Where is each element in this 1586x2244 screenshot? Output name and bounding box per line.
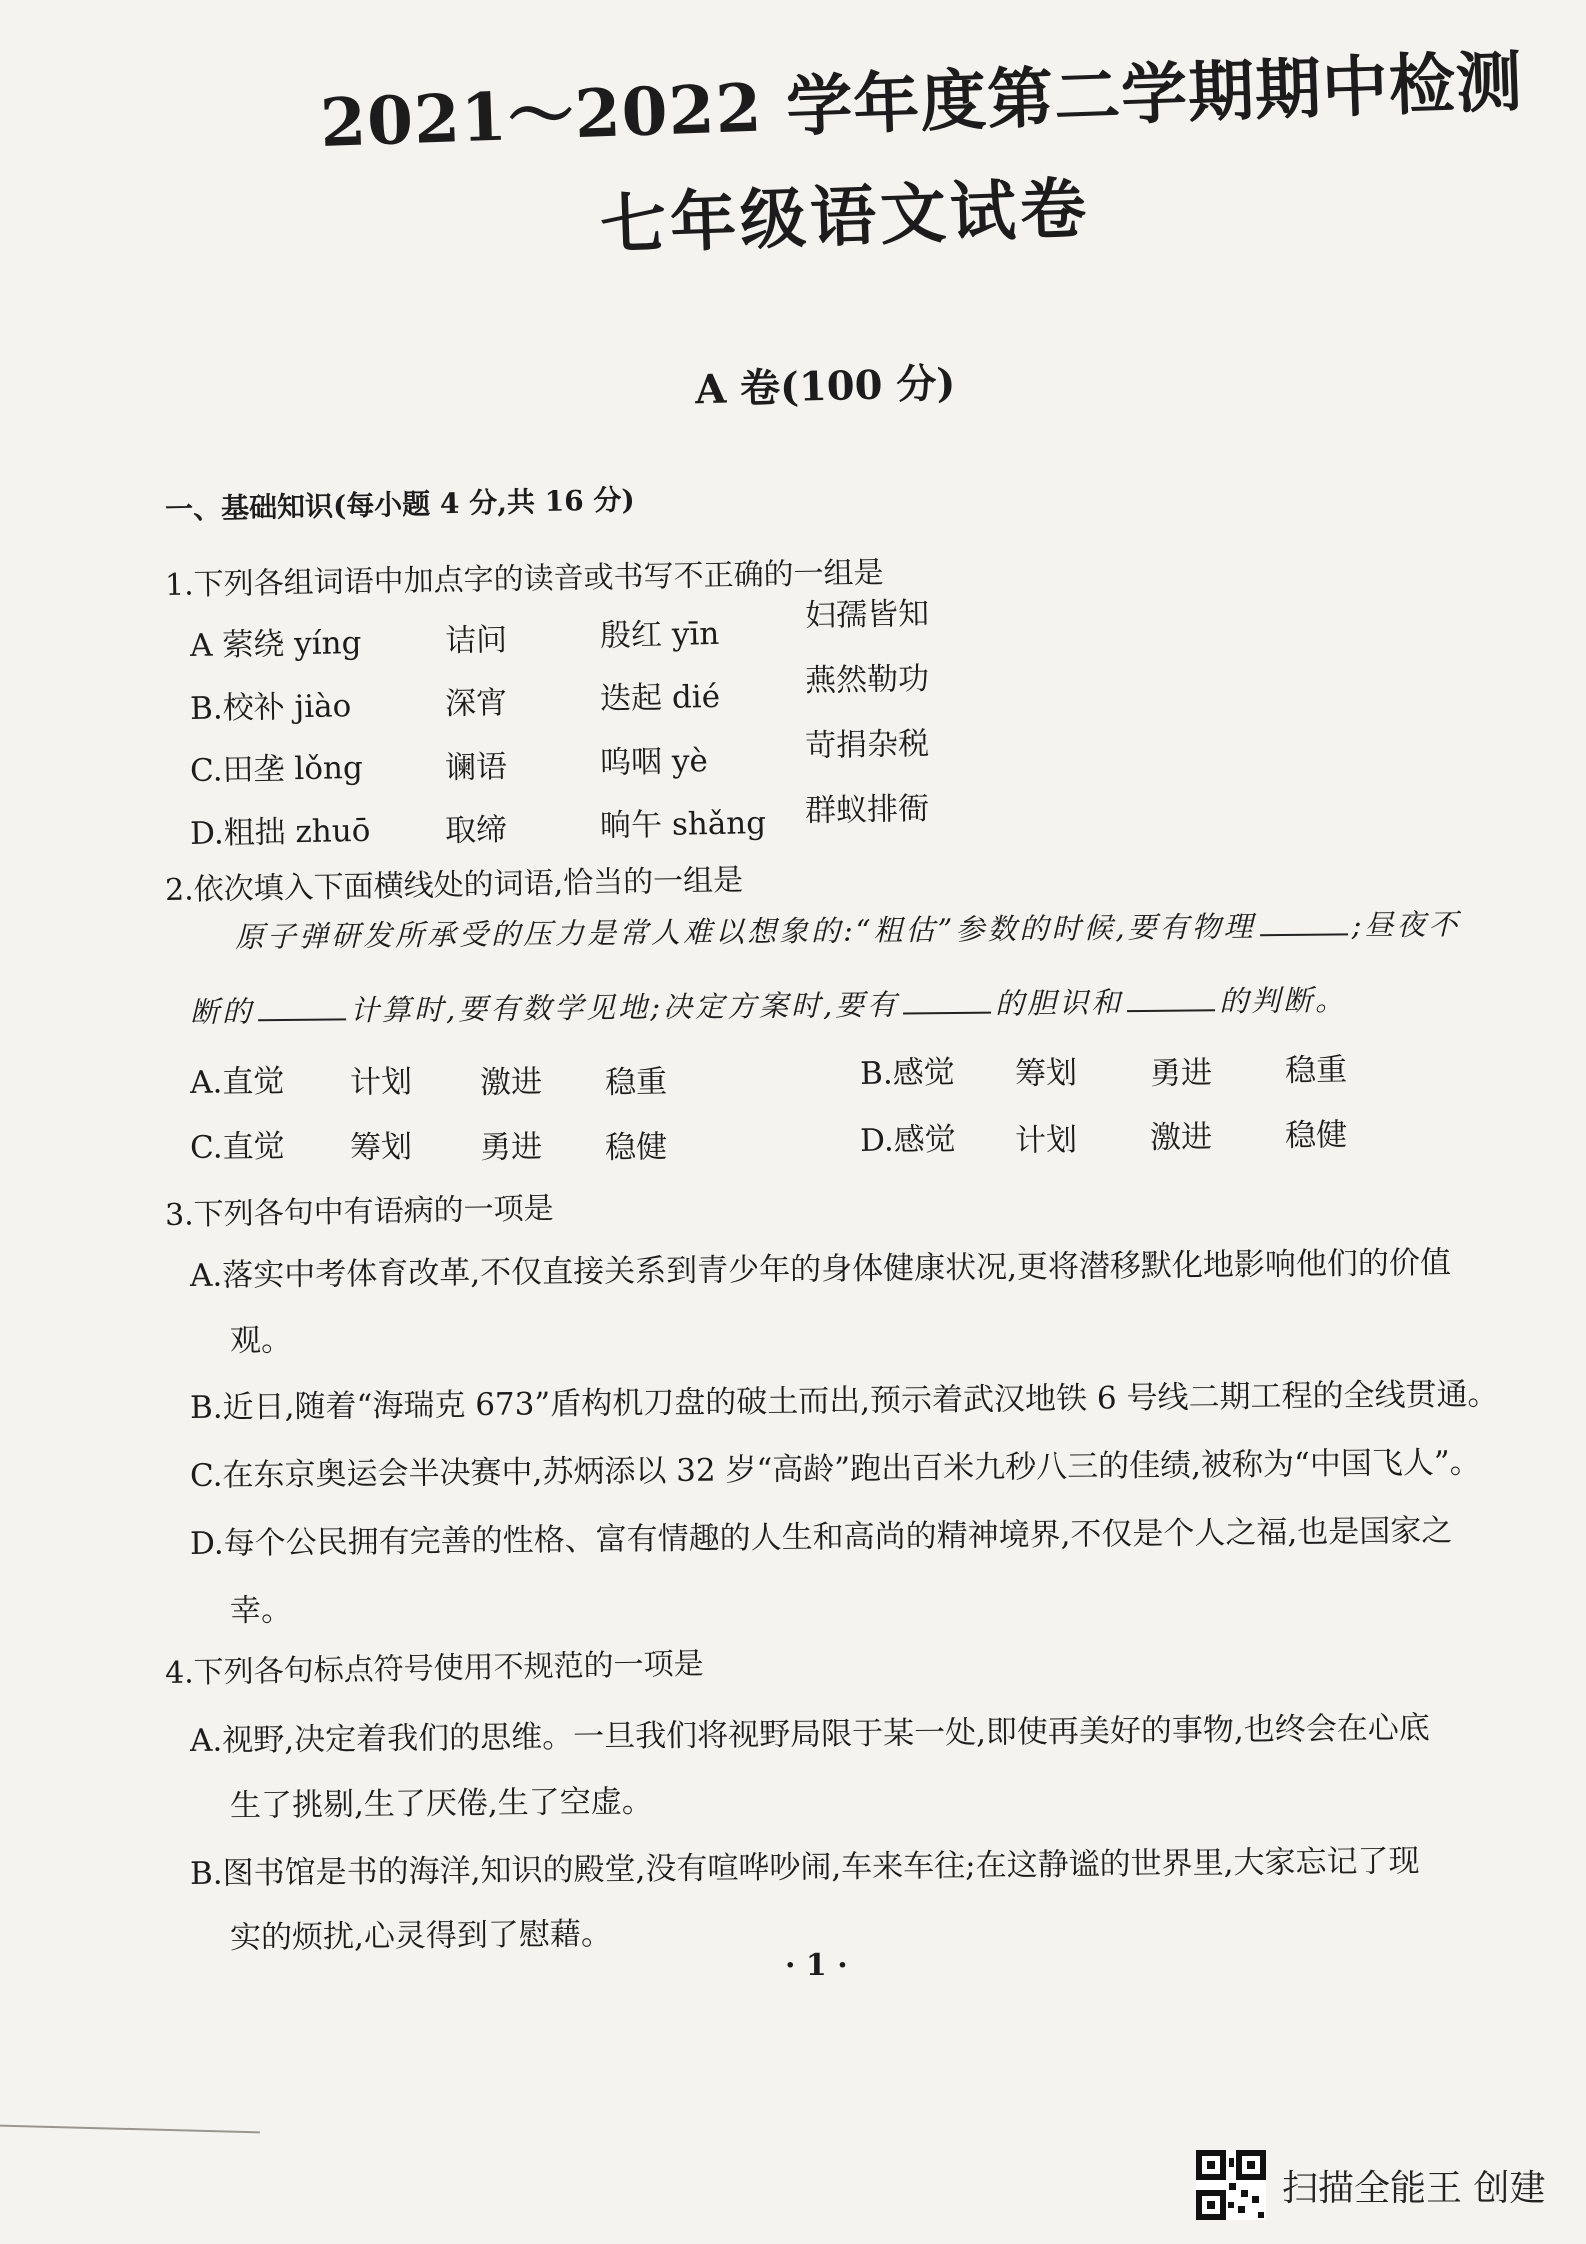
q2-option-c-word3: 勇进 bbox=[479, 1128, 543, 1166]
q1-row-b-col4: 燕然勒功 bbox=[804, 660, 930, 699]
q2-option-c-word1: C.直觉 bbox=[189, 1128, 285, 1166]
q2-option-c-word2: 筹划 bbox=[349, 1128, 413, 1166]
q2-option-d-word3: 激进 bbox=[1149, 1118, 1213, 1156]
q1-row-b-col1: B.校补 jiào bbox=[189, 688, 352, 727]
section1-heading: 一、基础知识(每小题 4 分,共 16 分) bbox=[164, 483, 635, 526]
q2-passage-line2 bbox=[190, 978, 1348, 1031]
q2-option-d-word2: 计划 bbox=[1014, 1121, 1078, 1159]
q2-option-b-word1: B.感觉 bbox=[859, 1054, 956, 1092]
exam-title-line2: 七年级语文试卷 bbox=[598, 168, 1092, 264]
q2-passage-1a: 原子弹研发所承受的压力是常人难以想象的:“粗估”参数的时候,要有物理 bbox=[234, 909, 1256, 954]
q1-row-a-col1: A 萦绕 yíng bbox=[189, 625, 362, 664]
q2-passage-2c: 的胆识和 bbox=[995, 985, 1124, 1021]
q1-row-d-col2: 取缔 bbox=[444, 811, 508, 849]
exam-title-line1: 2021～2022 学年度第二学期期中检测 bbox=[318, 42, 1525, 162]
q2-passage-2a: 断的 bbox=[189, 994, 255, 1029]
q1-row-c-col3: 呜咽 yè bbox=[599, 743, 709, 781]
q1-row-d-col4: 群蚁排衙 bbox=[804, 790, 930, 829]
q3-option-a-line2: 观。 bbox=[229, 1322, 293, 1359]
q2-blank-2 bbox=[258, 1017, 346, 1021]
q1-row-b-col2: 深宵 bbox=[444, 684, 508, 722]
q2-passage-2d: 的判断。 bbox=[1219, 982, 1348, 1019]
scanner-watermark: 扫描全能王 创建 bbox=[1282, 2168, 1546, 2209]
q1-stem: 1.下列各组词语中加点字的读音或书写不正确的一组是 bbox=[164, 555, 884, 603]
q2-passage-1b: ;昼夜不 bbox=[1351, 907, 1461, 943]
q3-stem: 3.下列各句中有语病的一项是 bbox=[164, 1191, 554, 1233]
q1-row-a-col3: 殷红 yīn bbox=[599, 615, 720, 654]
q2-option-a-word3: 激进 bbox=[479, 1063, 543, 1101]
q2-option-b-word4: 稳重 bbox=[1284, 1051, 1348, 1089]
q2-option-b-word2: 筹划 bbox=[1014, 1054, 1078, 1092]
scan-artifact-line bbox=[0, 2125, 260, 2134]
q2-option-d-word4: 稳健 bbox=[1284, 1116, 1348, 1154]
q1-row-a-col4: 妇孺皆知 bbox=[804, 595, 930, 634]
q1-row-a-col2: 诘问 bbox=[444, 621, 508, 659]
q4-option-a-line2: 生了挑剔,生了厌倦,生了空虚。 bbox=[229, 1783, 653, 1824]
q1-row-c-col4: 苛捐杂税 bbox=[804, 725, 930, 764]
q2-option-b-word3: 勇进 bbox=[1149, 1054, 1213, 1092]
q2-passage-line1 bbox=[235, 902, 1461, 956]
q1-row-d-col3: 晌午 shǎng bbox=[599, 805, 767, 844]
q2-option-a-word2: 计划 bbox=[349, 1063, 413, 1101]
q2-option-a-word1: A.直觉 bbox=[189, 1063, 285, 1101]
q2-option-d-word1: D.感觉 bbox=[859, 1121, 956, 1159]
q3-option-d-line2: 幸。 bbox=[229, 1592, 293, 1629]
paper-section-title: A 卷(100 分) bbox=[694, 359, 956, 414]
q2-blank-3 bbox=[903, 1011, 991, 1015]
q2-blank-1 bbox=[1260, 932, 1348, 936]
qr-code-icon bbox=[1196, 2150, 1266, 2220]
q1-row-c-col1: C.田垄 lǒng bbox=[189, 749, 364, 789]
page-number: · 1 · bbox=[785, 1948, 848, 1983]
q2-stem: 2.依次填入下面横线处的词语,恰当的一组是 bbox=[164, 862, 744, 908]
q2-option-a-word4: 稳重 bbox=[604, 1063, 668, 1101]
q1-row-c-col2: 谰语 bbox=[444, 748, 508, 786]
q1-row-b-col3: 迭起 dié bbox=[599, 678, 721, 717]
q4-option-a-line1: A.视野,决定着我们的思维。一旦我们将视野局限于某一处,即使再美好的事物,也终会在心底 bbox=[189, 1710, 1430, 1759]
q3-option-a-line1: A.落实中考体育改革,不仅直接关系到青少年的身体健康状况,更将潜移默化地影响他们的价值 bbox=[189, 1244, 1452, 1294]
q3-option-d-line1: D.每个公民拥有完善的性格、富有情趣的人生和高尚的精神境界,不仅是个人之福,也是国家之 bbox=[189, 1512, 1453, 1562]
q4-option-b-line1: B.图书馆是书的海洋,知识的殿堂,没有喧哗吵闹,车来车往;在这静谧的世界里,大家忘记了现 bbox=[189, 1843, 1420, 1892]
q2-passage-2b: 计算时,要有数学见地;决定方案时,要有 bbox=[349, 987, 900, 1028]
q2-blank-4 bbox=[1127, 1008, 1215, 1012]
q1-row-d-col1: D.粗拙 zhuō bbox=[189, 812, 371, 852]
q3-option-b: B.近日,随着“海瑞克 673”盾构机刀盘的破土而出,预示着武汉地铁 6 号线二期工程的全线贯通。 bbox=[189, 1376, 1499, 1426]
q3-option-c: C.在东京奥运会半决赛中,苏炳添以 32 岁“高龄”跑出百米九秒八三的佳绩,被称为“中国飞人”。 bbox=[189, 1444, 1481, 1494]
q4-stem: 4.下列各句标点符号使用不规范的一项是 bbox=[164, 1646, 704, 1691]
q4-option-b-line2: 实的烦扰,心灵得到了慰藉。 bbox=[229, 1916, 613, 1956]
q2-option-c-word4: 稳健 bbox=[604, 1128, 668, 1166]
